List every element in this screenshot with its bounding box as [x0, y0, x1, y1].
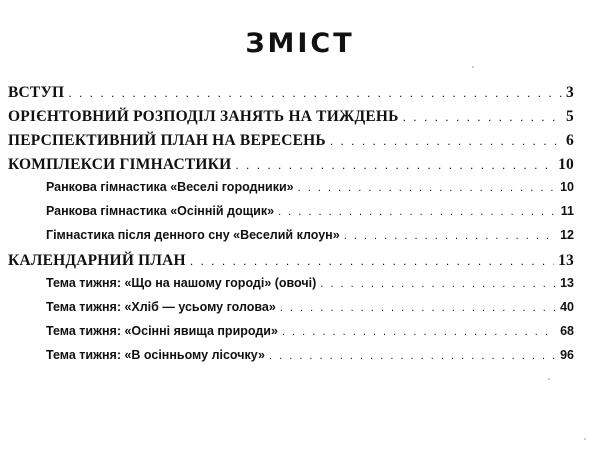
toc-entry-label: Ранкова гімнастика «Осінній дощик» [46, 204, 275, 218]
toc-entry-label: Тема тижня: «В осінньому лісочку» [46, 348, 265, 362]
dot-leader [344, 230, 556, 242]
toc-entry-label: ВСТУП [8, 84, 65, 101]
toc-entry-intro[interactable] [8, 84, 574, 104]
toc-entry-page: 13 [558, 252, 574, 269]
dot-leader [403, 110, 562, 124]
page-title: ЗМІСТ [245, 28, 355, 59]
toc-entry-label: ОРІЄНТОВНИЙ РОЗПОДІЛ ЗАНЯТЬ НА ТИЖДЕНЬ [8, 108, 399, 125]
toc-entry-label: Гімнастика після денного сну «Веселий клоун» [46, 228, 340, 242]
toc-entry-september-plan[interactable] [8, 132, 574, 152]
dot-leader [235, 158, 554, 172]
toc-entry-page: 3 [566, 84, 574, 101]
paper-speck [548, 378, 550, 380]
dot-leader [282, 326, 556, 338]
toc-subentry-week-bread[interactable] [46, 300, 574, 320]
dot-leader [68, 86, 562, 100]
toc-entry-page: 5 [566, 108, 574, 125]
paper-speck [584, 438, 586, 440]
toc-entry-page: 11 [560, 204, 574, 218]
toc-entry-weekly-schedule[interactable] [8, 108, 574, 128]
toc-entry-gymnastics[interactable] [8, 156, 574, 176]
dot-leader [190, 254, 554, 268]
dot-leader [298, 182, 556, 194]
toc-entry-page: 13 [560, 276, 574, 290]
toc-entry-page: 12 [560, 228, 574, 242]
toc-entry-page: 10 [558, 156, 574, 173]
toc-entry-page: 6 [566, 132, 574, 149]
toc-subentry-week-vegetables[interactable] [46, 276, 574, 296]
toc-entry-page: 40 [560, 300, 574, 314]
toc-entry-label: Тема тижня: «Хліб — усьому голова» [46, 300, 276, 314]
toc-entry-calendar-plan[interactable] [8, 252, 574, 272]
toc-entry-label: КАЛЕНДАРНИЙ ПЛАН [8, 252, 186, 269]
dot-leader [330, 134, 562, 148]
toc-entry-page: 10 [560, 180, 574, 194]
toc-subentry-week-autumn-forest[interactable] [46, 348, 574, 368]
toc-entry-page: 68 [560, 324, 574, 338]
dot-leader [280, 302, 556, 314]
paper-speck [472, 66, 474, 68]
toc-entry-label: Ранкова гімнастика «Веселі городники» [46, 180, 294, 194]
toc-subentry-week-autumn-phenomena[interactable] [46, 324, 574, 344]
toc-entry-label: ПЕРСПЕКТИВНИЙ ПЛАН НА ВЕРЕСЕНЬ [8, 132, 326, 149]
toc-subentry-nap-clown[interactable] [46, 228, 574, 248]
toc-entry-label: Тема тижня: «Осінні явища природи» [46, 324, 278, 338]
toc-entry-page: 96 [560, 348, 574, 362]
toc-subentry-morning-rain[interactable] [46, 204, 574, 224]
toc-entry-label: КОМПЛЕКСИ ГІМНАСТИКИ [8, 156, 232, 173]
dot-leader [278, 206, 557, 218]
dot-leader [269, 350, 556, 362]
dot-leader [320, 278, 556, 290]
toc-subentry-morning-gardeners[interactable] [46, 180, 574, 200]
toc-entry-label: Тема тижня: «Що на нашому городі» (овочі) [46, 276, 317, 290]
